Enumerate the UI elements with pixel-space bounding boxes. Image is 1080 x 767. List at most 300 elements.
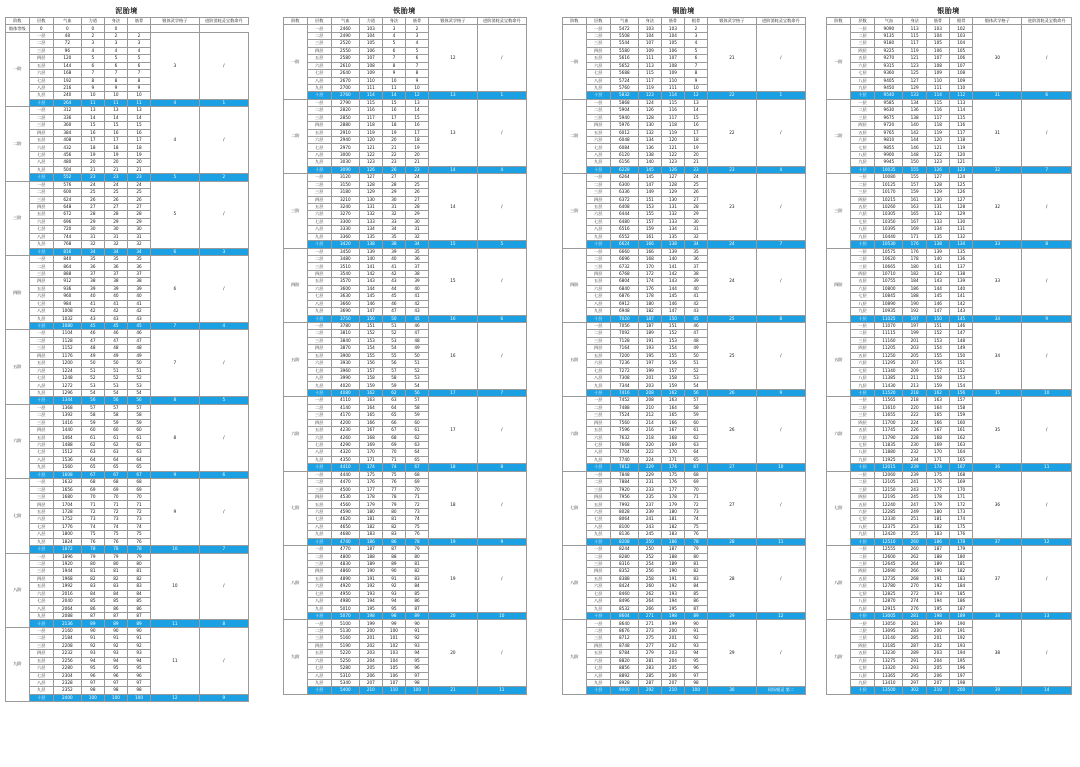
column-header: 锻体武学格子 — [429, 18, 478, 25]
table-cell: 12600 — [875, 553, 903, 560]
table-cell: 1152 — [53, 345, 81, 352]
grid-cell: 11 — [151, 620, 200, 627]
table-row — [827, 248, 1072, 255]
table-cell: 62 — [104, 441, 127, 448]
table-cell: 13 — [81, 107, 104, 114]
table-cell: 19 — [127, 151, 150, 158]
table-cell: 157 — [926, 367, 949, 374]
table-cell: 166 — [926, 419, 949, 426]
table-cell: 191 — [638, 337, 661, 344]
cost-cell: 1 — [756, 92, 805, 99]
table-cell: 90 — [81, 627, 104, 634]
table-cell: 202 — [661, 642, 684, 649]
layer-cell: 九层 — [850, 531, 875, 538]
table-cell: 295 — [903, 672, 926, 679]
panel-nitai — [5, 6, 248, 702]
table-cell: 79 — [127, 553, 150, 560]
table-cell: 159 — [950, 412, 973, 419]
table-cell: 174 — [926, 464, 949, 471]
layer-cell: 五层 — [29, 62, 53, 69]
table-cell: 101 — [382, 635, 405, 642]
table-cell: 2700 — [331, 84, 359, 91]
table-cell: 9180 — [875, 40, 903, 47]
table-cell: 21 — [104, 166, 127, 173]
table-cell: 5616 — [610, 55, 638, 62]
table-cell: 78 — [382, 494, 405, 501]
table-cell: 243 — [638, 523, 661, 530]
layer-cell: 七层 — [307, 665, 331, 672]
table-cell: 186 — [359, 538, 382, 545]
table-row — [6, 330, 249, 337]
header-row — [827, 18, 1072, 25]
table-row — [563, 166, 806, 173]
table-cell: 145 — [950, 315, 973, 322]
table-cell: 105 — [661, 40, 684, 47]
table-cell: 4650 — [331, 523, 359, 530]
table-cell: 10080 — [875, 174, 903, 181]
table-cell: 23 — [684, 166, 707, 173]
table-cell: 38 — [104, 278, 127, 285]
table-cell: 117 — [950, 129, 973, 136]
table-cell: 92 — [104, 642, 127, 649]
table-cell: 127 — [926, 174, 949, 181]
tier-cell: 一阶 — [563, 25, 587, 99]
table-cell: 6084 — [610, 144, 638, 151]
table-cell: 13275 — [875, 657, 903, 664]
table-row — [563, 546, 806, 553]
table-cell: 229 — [638, 471, 661, 478]
table-cell: 120 — [661, 137, 684, 144]
table-cell: 67 — [127, 471, 150, 478]
table-cell: 157 — [903, 181, 926, 188]
table-cell: 165 — [926, 412, 949, 419]
grid-cell: 34 — [973, 322, 1022, 389]
table-cell: 8640 — [610, 620, 638, 627]
layer-cell: 十层 — [307, 613, 331, 620]
table-cell: 63 — [81, 449, 104, 456]
layer-cell: 十层 — [307, 92, 331, 99]
layer-cell: 四层 — [850, 345, 875, 352]
table-cell: 13230 — [875, 650, 903, 657]
table-cell: 57 — [104, 404, 127, 411]
layer-cell: 十层 — [29, 620, 53, 627]
table-cell: 51 — [104, 367, 127, 374]
table-cell: 91 — [81, 635, 104, 642]
layer-cell: 三层 — [307, 40, 331, 47]
layer-cell: 一层 — [29, 553, 53, 560]
table-cell: 78 — [81, 546, 104, 553]
table-cell: 5940 — [610, 114, 638, 121]
table-cell: 83 — [127, 583, 150, 590]
table-cell: 154 — [359, 345, 382, 352]
table-cell: 41 — [127, 300, 150, 307]
table-cell: 262 — [903, 553, 926, 560]
table-cell: 201 — [359, 635, 382, 642]
table-cell: 210 — [638, 404, 661, 411]
table-cell: 206 — [926, 672, 949, 679]
table-cell: 5724 — [610, 77, 638, 84]
table-cell: 199 — [638, 367, 661, 374]
cost-cell: / — [756, 620, 805, 687]
table-cell: 37 — [104, 270, 127, 277]
table-cell: 90 — [405, 620, 428, 627]
column-header: 层数 — [586, 18, 610, 25]
table-cell: 10 — [405, 84, 428, 91]
table-cell: 135 — [661, 233, 684, 240]
layer-cell: 四层 — [307, 419, 331, 426]
table-cell: 109 — [926, 70, 949, 77]
table-cell: 209 — [903, 367, 926, 374]
layer-cell: 三层 — [850, 412, 875, 419]
table-cell: 13 — [104, 107, 127, 114]
table-cell: 156 — [359, 360, 382, 367]
layer-cell: 十层 — [307, 687, 331, 694]
table-cell: 145 — [359, 293, 382, 300]
table-cell: 130 — [661, 196, 684, 203]
table-cell: 61 — [127, 434, 150, 441]
table-cell: 12825 — [875, 590, 903, 597]
table-cell: 15 — [684, 114, 707, 121]
table-cell: 138 — [661, 241, 684, 248]
tier-cell: 四阶 — [563, 248, 587, 322]
table-cell: 432 — [53, 144, 81, 151]
table-cell: 1104 — [53, 330, 81, 337]
table-cell: 253 — [903, 523, 926, 530]
table-cell: 6048 — [610, 137, 638, 144]
table-cell: 5832 — [610, 92, 638, 99]
table-cell: 119 — [950, 144, 973, 151]
layer-cell: 十层 — [586, 92, 610, 99]
tier-cell: 七阶 — [827, 471, 851, 545]
table-cell: 11835 — [875, 441, 903, 448]
table-cell: 92 — [382, 583, 405, 590]
table-cell: 7128 — [610, 337, 638, 344]
table-cell: 107 — [950, 62, 973, 69]
table-cell: 190 — [903, 300, 926, 307]
table-cell: 31 — [684, 226, 707, 233]
grid-cell: 6 — [151, 256, 200, 323]
table-cell: 8460 — [610, 590, 638, 597]
table-cell: 172 — [638, 270, 661, 277]
table-cell: 100 — [405, 687, 428, 694]
table-cell: 4290 — [331, 441, 359, 448]
grid-cell: 27 — [708, 464, 757, 471]
cost-cell: / — [1022, 620, 1072, 687]
table-cell: 13 — [684, 99, 707, 106]
layer-cell: 八层 — [586, 226, 610, 233]
table-cell: 178 — [638, 293, 661, 300]
cost-cell: / — [477, 99, 526, 166]
cost-cell: / — [756, 174, 805, 241]
layer-cell: 一层 — [586, 471, 610, 478]
layer-cell: 四层 — [850, 494, 875, 501]
table-cell: 40 — [104, 293, 127, 300]
table-cell: 75 — [127, 531, 150, 538]
table-cell: 104 — [926, 32, 949, 39]
column-header: 力道 — [359, 18, 382, 25]
table-cell: 94 — [382, 598, 405, 605]
table-cell: 11430 — [875, 382, 903, 389]
layer-cell: 七层 — [850, 590, 875, 597]
layer-cell: 七层 — [307, 441, 331, 448]
table-cell: 6948 — [610, 308, 638, 315]
column-header: 锻体武学格子 — [708, 18, 757, 25]
layer-cell: 三层 — [307, 560, 331, 567]
table-cell: 2304 — [53, 672, 81, 679]
table-cell: 15 — [81, 122, 104, 129]
table-cell: 18 — [127, 144, 150, 151]
table-cell: 10260 — [875, 203, 903, 210]
table-cell: 91 — [104, 635, 127, 642]
table-cell: 74 — [382, 464, 405, 471]
table-cell: 4 — [684, 40, 707, 47]
table-cell: 144 — [926, 285, 949, 292]
column-header: 层数 — [307, 18, 331, 25]
table-cell: 57 — [382, 367, 405, 374]
table-cell: 3750 — [331, 315, 359, 322]
table-cell: 15 — [382, 99, 405, 106]
layer-cell: 五层 — [586, 55, 610, 62]
table-cell: 1128 — [53, 337, 81, 344]
table-cell: 3420 — [331, 241, 359, 248]
layer-cell: 四层 — [850, 642, 875, 649]
layer-cell: 一层 — [586, 174, 610, 181]
table-cell: 5 — [127, 55, 150, 62]
grid-cell: 7 — [151, 322, 200, 329]
table-cell: 210 — [661, 687, 684, 694]
table-cell: 86 — [104, 605, 127, 612]
table-cell: 131 — [926, 203, 949, 210]
table-cell: 35 — [684, 248, 707, 255]
layer-cell: 八层 — [307, 375, 331, 382]
table-row — [563, 471, 806, 478]
table-cell: 13 — [405, 99, 428, 106]
layer-cell: 五层 — [586, 427, 610, 434]
table-cell: 85 — [405, 590, 428, 597]
table-cell: 99 — [382, 620, 405, 627]
grid-cell: 25 — [708, 322, 757, 389]
table-cell: 168 — [359, 434, 382, 441]
table-cell: 138 — [926, 241, 949, 248]
table-cell: 156 — [950, 389, 973, 396]
table-cell: 182 — [359, 523, 382, 530]
table-cell: 148 — [903, 151, 926, 158]
table-cell: 5688 — [610, 70, 638, 77]
table-cell: 128 — [359, 181, 382, 188]
layer-cell: 八层 — [29, 84, 53, 91]
table-cell: 106 — [359, 47, 382, 54]
tier-cell: 四阶 — [284, 248, 308, 322]
table-cell: 80 — [127, 560, 150, 567]
layer-cell: 八层 — [29, 159, 53, 166]
grid-cell: 39 — [973, 687, 1022, 694]
table-cell: 50 — [382, 315, 405, 322]
table-cell: 163 — [950, 441, 973, 448]
panel-title: 铜胎境 — [672, 7, 695, 15]
table-cell: 105 — [359, 40, 382, 47]
table-cell: 60 — [684, 419, 707, 426]
layer-cell: 七层 — [29, 300, 53, 307]
cost-cell: 12 — [756, 613, 805, 620]
table-row — [284, 92, 527, 99]
table-cell: 30 — [684, 218, 707, 225]
layer-cell: 八层 — [307, 226, 331, 233]
table-cell: 6480 — [610, 218, 638, 225]
grid-cell: 15 — [429, 248, 478, 315]
layer-cell: 五层 — [307, 427, 331, 434]
grid-cell: 5 — [151, 181, 200, 248]
layer-cell: 四层 — [29, 650, 53, 657]
table-cell: 66 — [382, 419, 405, 426]
table-cell: 147 — [638, 181, 661, 188]
table-cell: 123 — [903, 62, 926, 69]
initial-row — [6, 25, 249, 32]
layer-cell: 八层 — [29, 233, 53, 240]
table-cell: 147 — [661, 308, 684, 315]
table-cell: 1680 — [53, 494, 81, 501]
table-cell: 3090 — [331, 166, 359, 173]
table-cell: 210 — [926, 687, 949, 694]
table-cell: 118 — [661, 122, 684, 129]
table-cell: 7 — [81, 70, 104, 77]
table-cell: 258 — [638, 575, 661, 582]
table-cell: 27 — [382, 174, 405, 181]
table-cell: 576 — [53, 181, 81, 188]
table-cell: 250 — [638, 546, 661, 553]
column-header: 根骨 — [684, 18, 707, 25]
layer-cell: 七层 — [586, 516, 610, 523]
table-cell: 40 — [81, 293, 104, 300]
layer-cell: 九层 — [850, 679, 875, 686]
grid-cell: 31 — [973, 99, 1022, 166]
table-cell: 86 — [405, 598, 428, 605]
layer-cell: 三层 — [850, 486, 875, 493]
table-cell: 184 — [950, 583, 973, 590]
layer-cell: 五层 — [29, 583, 53, 590]
cost-cell: 5 — [477, 241, 526, 248]
table-cell: 51 — [405, 360, 428, 367]
table-cell: 3780 — [331, 322, 359, 329]
column-header: 根骨 — [950, 18, 973, 25]
grid-cell: 33 — [973, 248, 1022, 315]
table-cell: 33 — [382, 218, 405, 225]
layer-cell: 八层 — [307, 449, 331, 456]
table-cell: 264 — [638, 598, 661, 605]
layer-cell: 二层 — [850, 32, 875, 39]
table-cell: 5280 — [331, 665, 359, 672]
tier-cell: 八阶 — [6, 553, 30, 627]
layer-cell: 六层 — [850, 434, 875, 441]
table-cell: 1896 — [53, 553, 81, 560]
table-cell: 207 — [926, 679, 949, 686]
table-cell: 126 — [661, 166, 684, 173]
table-cell: 153 — [638, 203, 661, 210]
table-cell: 132 — [638, 129, 661, 136]
cost-cell: / — [756, 397, 805, 464]
table-row — [284, 687, 527, 694]
table-cell: 9360 — [875, 70, 903, 77]
table-cell: 170 — [661, 449, 684, 456]
table-cell: 61 — [405, 427, 428, 434]
layer-cell: 二层 — [850, 479, 875, 486]
column-header: 身法 — [104, 18, 127, 25]
table-cell: 68 — [684, 471, 707, 478]
table-cell: 54 — [684, 382, 707, 389]
table-cell: 64 — [684, 449, 707, 456]
table-cell: 888 — [53, 270, 81, 277]
table-cell: 336 — [53, 114, 81, 121]
table-cell: 19 — [81, 151, 104, 158]
table-cell: 10845 — [875, 293, 903, 300]
table-cell: 14 — [127, 114, 150, 121]
table-cell: 126 — [359, 166, 382, 173]
realm-table — [283, 17, 527, 695]
column-header: 阶数 — [6, 18, 30, 25]
table-cell: 199 — [359, 620, 382, 627]
table-cell: 84 — [81, 590, 104, 597]
column-header: 身法 — [382, 18, 405, 25]
grid-cell: 30 — [973, 25, 1022, 92]
table-cell: 2400 — [53, 694, 81, 701]
layer-cell: 十层 — [586, 389, 610, 396]
table-cell: 163 — [926, 397, 949, 404]
table-cell: 72 — [405, 501, 428, 508]
layer-cell: 四层 — [586, 568, 610, 575]
layer-cell: 六层 — [307, 434, 331, 441]
grid-cell: 32 — [973, 166, 1022, 173]
layer-cell: 七层 — [586, 70, 610, 77]
cost-cell: / — [199, 404, 248, 471]
layer-cell: 九层 — [586, 382, 610, 389]
layer-cell: 四层 — [850, 270, 875, 277]
table-cell: 56 — [405, 389, 428, 396]
table-cell: 131 — [950, 226, 973, 233]
header-row — [563, 18, 806, 25]
table-cell: 128 — [926, 181, 949, 188]
table-cell: 6 — [104, 62, 127, 69]
layer-cell: 七层 — [850, 665, 875, 672]
table-cell: 35 — [405, 248, 428, 255]
table-cell: 3030 — [331, 159, 359, 166]
table-cell: 178 — [359, 494, 382, 501]
table-cell: 3240 — [331, 203, 359, 210]
table-cell: 168 — [53, 70, 81, 77]
table-cell: 43 — [81, 315, 104, 322]
table-cell: 41 — [405, 293, 428, 300]
layer-cell: 四层 — [586, 196, 610, 203]
layer-cell: 五层 — [850, 278, 875, 285]
table-cell: 89 — [382, 560, 405, 567]
table-cell: 113 — [638, 62, 661, 69]
grid-cell: 18 — [429, 464, 478, 471]
table-cell: 61 — [104, 434, 127, 441]
layer-cell: 三层 — [307, 337, 331, 344]
table-cell: 170 — [638, 263, 661, 270]
table-cell: 17 — [405, 129, 428, 136]
table-cell: 5472 — [610, 25, 638, 32]
table-cell: 98 — [104, 687, 127, 694]
tier-cell: 二阶 — [6, 107, 30, 181]
table-cell: 42 — [127, 308, 150, 315]
table-cell: 40 — [127, 293, 150, 300]
table-cell: 164 — [661, 404, 684, 411]
layer-cell: 八层 — [29, 308, 53, 315]
table-cell: 76 — [81, 538, 104, 545]
layer-cell: 十层 — [307, 538, 331, 545]
table-cell: 174 — [661, 464, 684, 471]
table-cell: 271 — [638, 613, 661, 620]
table-cell: 11 — [81, 99, 104, 106]
